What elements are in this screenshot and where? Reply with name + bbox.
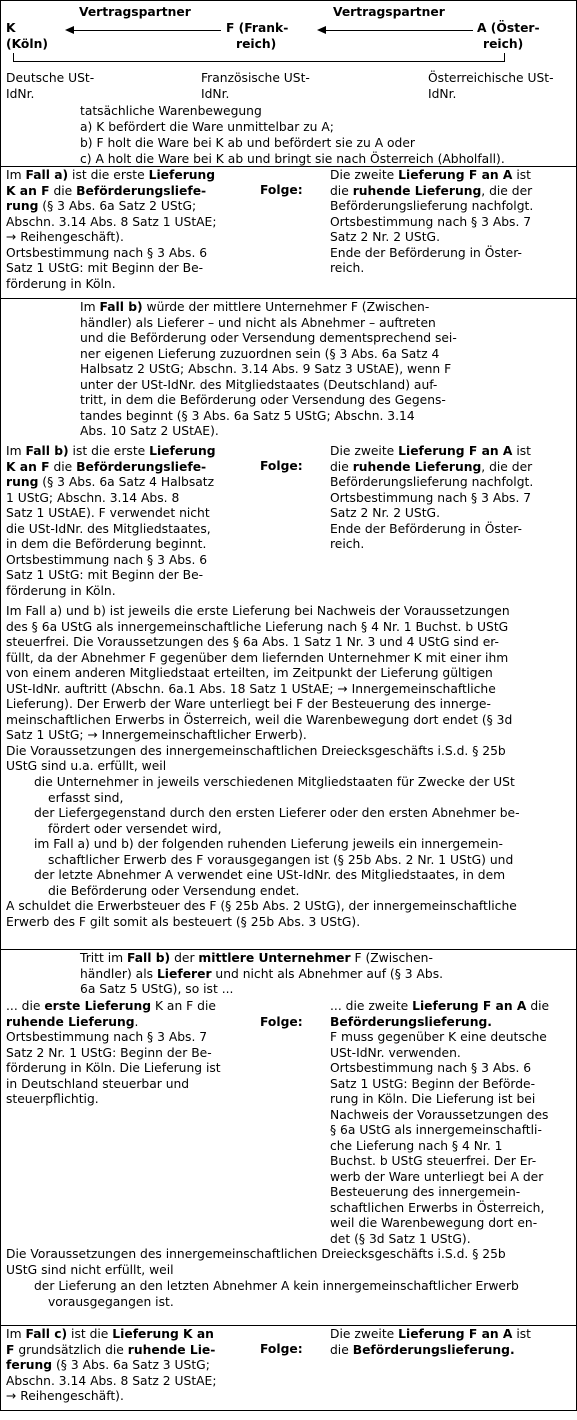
text-line: Besteuerung des innergemein- [330, 1185, 521, 1199]
text-line: USt-IdNr. verwenden. [330, 1045, 461, 1060]
text-line: det (§ 3d Satz 1 UStG). [330, 1231, 471, 1246]
text-line: schaftlichen Erwerbs in Österreich, [330, 1200, 545, 1215]
text-line: der Liefergegenstand durch den ersten Lieferer oder den ersten Abnehmer be- [34, 806, 520, 820]
text-line: → Reihengeschäft). [6, 1389, 124, 1403]
text-line: Die zweite Lieferung F an A ist [330, 168, 531, 182]
ustid-fr-1: Französische USt- [201, 71, 310, 85]
text-line: Im Fall c) ist die Lieferung K an [6, 1327, 214, 1341]
arrowhead-right-icon [317, 26, 326, 34]
text-line: Im Fall b) ist die erste Lieferung [6, 444, 216, 458]
text-line: Abschn. 3.14 Abs. 8 Satz 1 UStAE; [6, 214, 217, 229]
text-line: steuerpflichtig. [6, 1092, 99, 1106]
text-line: reich. [330, 537, 365, 551]
text-line: unter der USt-IdNr. des Mitgliedstaates (Deutschland) auf- [80, 377, 438, 392]
text-line: rung in Köln. Die Lieferung ist bei [330, 1092, 536, 1106]
party-k-city: (Köln) [6, 37, 48, 51]
text-line: werb der Ware unterliegt bei A der [330, 1169, 544, 1184]
text-line: Abschn. 3.14 Abs. 8 Satz 2 UStAE; [6, 1373, 217, 1388]
text-line: Im Fall b) würde der mittlere Unternehmer F (Zwischen- [80, 300, 430, 314]
text-line: Abs. 10 Satz 2 UStAE). [80, 424, 219, 438]
text-line: Die Voraussetzungen des innergemeinschaftlichen Dreiecksgeschäfts i.S.d. § 25b [6, 743, 506, 758]
text-line: die Unternehmer in jeweils verschiedenen Mitgliedstaaten für Zwecke der USt [34, 775, 515, 789]
fall-c-section [1, 1325, 576, 1410]
contract-arrow-right [323, 30, 473, 31]
text-line: meinschaftlichen Erwerbs in Österreich, weil die Warenbewegung dort endet (§ 3d [6, 712, 513, 727]
text-line: händler) als Lieferer und nicht als Abnehmer auf (§ 3 Abs. [80, 966, 444, 981]
text-line: in dem die Beförderung beginnt. [6, 537, 207, 551]
text-line: schaftlicher Erwerb des F vorausgegangen ist (§ 25b Abs. 2 Nr. 1 UStG) und [48, 852, 514, 867]
text-line: Nachweis der Voraussetzungen des [330, 1107, 549, 1122]
text-line: tandes beginnt (§ 3 Abs. 6a Satz 5 UStG; Abschn. 3.14 [80, 408, 415, 423]
text-line: ner eigenen Lieferung zuzuordnen sein (§ 3 Abs. 6a Satz 4 [80, 346, 440, 361]
text-line: Satz 2 Nr. 1 UStG: Beginn der Be- [6, 1045, 212, 1060]
text-line: händler) als Lieferer – und nicht als Abnehmer – auftreten [80, 315, 436, 330]
text-line: 6a Satz 5 UStG), so ist ... [80, 982, 234, 996]
text-line: Satz 1 UStAE). F verwendet nicht [6, 506, 210, 520]
text-line: A schuldet die Erwerbsteuer des F (§ 25b Abs. 2 UStG), der innergemeinschaftliche [6, 899, 517, 913]
vertragspartner-label-left: Vertragspartner [79, 5, 191, 19]
text-line: ... die zweite Lieferung F an A die [330, 999, 550, 1013]
text-line: Buchst. b UStG steuerfrei. Der Er- [330, 1154, 537, 1168]
party-a: A (Öster- [477, 21, 540, 35]
text-line: UStG sind nicht erfüllt, weil [6, 1262, 174, 1277]
fall-b-variant-section [1, 949, 576, 1325]
text-line: Satz 1 UStG: Beginn der Beförde- [330, 1076, 536, 1091]
folge-label: Folge: [260, 183, 303, 197]
text-line: K an F die Beförderungsliefe- [6, 459, 207, 474]
text-line: F muss gegenüber K eine deutsche [330, 1030, 547, 1044]
text-line: der Lieferung an den letzten Abnehmer A kein innergemeinschaftlicher Erwerb [34, 1279, 519, 1293]
text-line: rung (§ 3 Abs. 6a Satz 2 UStG; [6, 199, 197, 213]
text-line: Satz 2 Nr. 2 UStG. [330, 230, 440, 244]
text-line: USt-IdNr. auftritt (Abschn. 6a.1 Abs. 18 Satz 1 UStAE; → Innergemeinschaftliche [6, 681, 496, 696]
ustid-at-1: Österreichische USt- [428, 71, 554, 85]
text-line: Beförderungslieferung nachfolgt. [330, 199, 534, 213]
text-line: des § 6a UStG als innergemeinschaftliche Lieferung nach § 4 Nr. 1 Buchst. b UStG [6, 619, 509, 634]
arrowhead-left-icon [65, 26, 74, 34]
text-line: Im Fall a) ist die erste Lieferung [6, 168, 216, 182]
vertragspartner-label-right: Vertragspartner [333, 5, 445, 19]
folge-label: Folge: [260, 1342, 303, 1356]
ustid-fr-2: IdNr. [201, 87, 230, 101]
ustid-de-2: IdNr. [6, 87, 35, 101]
text-line: Tritt im Fall b) der mittlere Unternehmer F (Zwischen- [80, 951, 433, 965]
text-line: UStG sind u.a. erfüllt, weil [6, 759, 167, 773]
text-line: Die zweite Lieferung F an A ist [330, 1327, 531, 1341]
text-line: Im Fall a) und b) ist jeweils die erste Lieferung bei Nachweis der Voraussetzungen [6, 604, 510, 618]
text-line: 1 UStG; Abschn. 3.14 Abs. 8 [6, 490, 180, 505]
text-line: tritt, in dem die Beförderung oder Versendung des Gegens- [80, 393, 446, 407]
text-line: Ortsbestimmung nach § 3 Abs. 6 [6, 552, 208, 567]
text-line: Ortsbestimmung nach § 3 Abs. 7 [330, 214, 532, 229]
party-k: K [6, 21, 16, 35]
text-line: und die Beförderung oder Versendung dementsprechend sei- [80, 331, 457, 345]
text-line: Satz 1 UStG; → Innergemeinschaftlicher Erwerb). [6, 728, 307, 742]
text-line: der letzte Abnehmer A verwendet eine USt-IdNr. des Mitgliedstaates, in dem [34, 868, 506, 882]
text-line: reich. [330, 261, 365, 275]
text-line: ... die erste Lieferung K an F die [6, 999, 216, 1013]
text-line: förderung in Köln. [6, 583, 116, 598]
text-line: Die Voraussetzungen des innergemeinschaftlichen Dreiecksgeschäfts i.S.d. § 25b [6, 1247, 506, 1261]
text-line: Die zweite Lieferung F an A ist [330, 444, 531, 458]
text-line: die Beförderungslieferung. [330, 1342, 515, 1357]
transaction-diagram [1, 1, 576, 166]
text-line: Beförderungslieferung. [330, 1014, 492, 1029]
text-line: die ruhende Lieferung, die der [330, 459, 533, 474]
goods-movement-bracket [13, 53, 505, 62]
party-a-country: reich) [483, 37, 524, 51]
folge-label: Folge: [260, 1015, 303, 1029]
case-b: b) F holt die Ware bei K ab und befördert sie zu A oder [80, 136, 415, 150]
text-line: Ortsbestimmung nach § 3 Abs. 7 [6, 1030, 208, 1044]
text-line: ruhende Lieferung. [6, 1014, 139, 1029]
text-line: Erwerb des F gilt somit als besteuert (§ 25b Abs. 3 UStG). [6, 914, 361, 929]
text-line: Beförderungslieferung nachfolgt. [330, 475, 534, 489]
text-line: Halbsatz 2 UStG; Abschn. 3.14 Abs. 9 Satz 3 UStAE), wenn F [80, 362, 452, 376]
text-line: füllt, da der Abnehmer F gegenüber dem liefernden Unternehmer K mit einer ihm [6, 650, 509, 665]
text-line: che Lieferung nach § 4 Nr. 1 [330, 1138, 503, 1153]
text-line: Satz 2 Nr. 2 UStG. [330, 506, 440, 520]
text-line: weil die Warenbewegung dort en- [330, 1216, 538, 1230]
text-line: § 6a UStG als innergemeinschaftli- [330, 1123, 542, 1137]
text-line: rung (§ 3 Abs. 6a Satz 4 Halbsatz [6, 475, 215, 489]
fall-b-section [1, 298, 576, 949]
text-line: Ortsbestimmung nach § 3 Abs. 7 [330, 490, 532, 505]
ustid-at-2: IdNr. [428, 87, 457, 101]
text-line: K an F die Beförderungsliefe- [6, 183, 207, 198]
text-line: die Beförderung oder Versendung endet. [48, 883, 300, 898]
text-line: von einem anderen Mitgliedstaat erteilten, im Zeitpunkt der Lieferung gültigen [6, 666, 493, 680]
fall-a-section [1, 166, 576, 298]
text-line: steuerfrei. Die Voraussetzungen des § 6a Abs. 1 Satz 1 Nr. 3 und 4 UStG sind er- [6, 635, 499, 649]
text-line: die USt-IdNr. des Mitgliedstaates, [6, 521, 211, 536]
text-line: F grundsätzlich die ruhende Lie- [6, 1342, 216, 1357]
text-line: förderung in Köln. Die Lieferung ist [6, 1061, 221, 1075]
text-line: fördert oder versendet wird, [48, 821, 222, 836]
party-f-country: reich) [236, 37, 277, 51]
goods-movement-heading: tatsächliche Warenbewegung [80, 104, 262, 118]
text-line: Ende der Beförderung in Öster- [330, 245, 522, 260]
text-line: vorausgegangen ist. [48, 1294, 174, 1309]
text-line: erfasst sind, [48, 790, 124, 805]
text-line: Ortsbestimmung nach § 3 Abs. 6 [330, 1061, 532, 1075]
text-line: Lieferung). Der Erwerb der Ware unterliegt bei F der Besteuerung des innerge- [6, 697, 491, 711]
case-a: a) K befördert die Ware unmittelbar zu A; [80, 120, 334, 134]
text-line: im Fall a) und b) der folgenden ruhenden Lieferung jeweils ein innergemein- [34, 837, 503, 851]
text-line: Ende der Beförderung in Öster- [330, 521, 522, 536]
ustid-de-1: Deutsche USt- [6, 71, 95, 85]
case-c: c) A holt die Ware bei K ab und bringt sie nach Österreich (Abholfall). [80, 152, 505, 166]
text-line: Satz 1 UStG: mit Beginn der Be- [6, 568, 204, 582]
text-line: in Deutschland steuerbar und [6, 1076, 190, 1091]
text-line: die ruhende Lieferung, die der [330, 183, 533, 198]
contract-arrow-left [71, 30, 221, 31]
text-line: ferung (§ 3 Abs. 6a Satz 3 UStG; [6, 1358, 210, 1372]
text-line: Ortsbestimmung nach § 3 Abs. 6 [6, 245, 208, 260]
folge-label: Folge: [260, 459, 303, 473]
party-f: F (Frank- [226, 21, 289, 35]
text-line: → Reihengeschäft). [6, 230, 124, 244]
text-line: förderung in Köln. [6, 276, 116, 291]
text-line: Satz 1 UStG: mit Beginn der Be- [6, 261, 204, 275]
